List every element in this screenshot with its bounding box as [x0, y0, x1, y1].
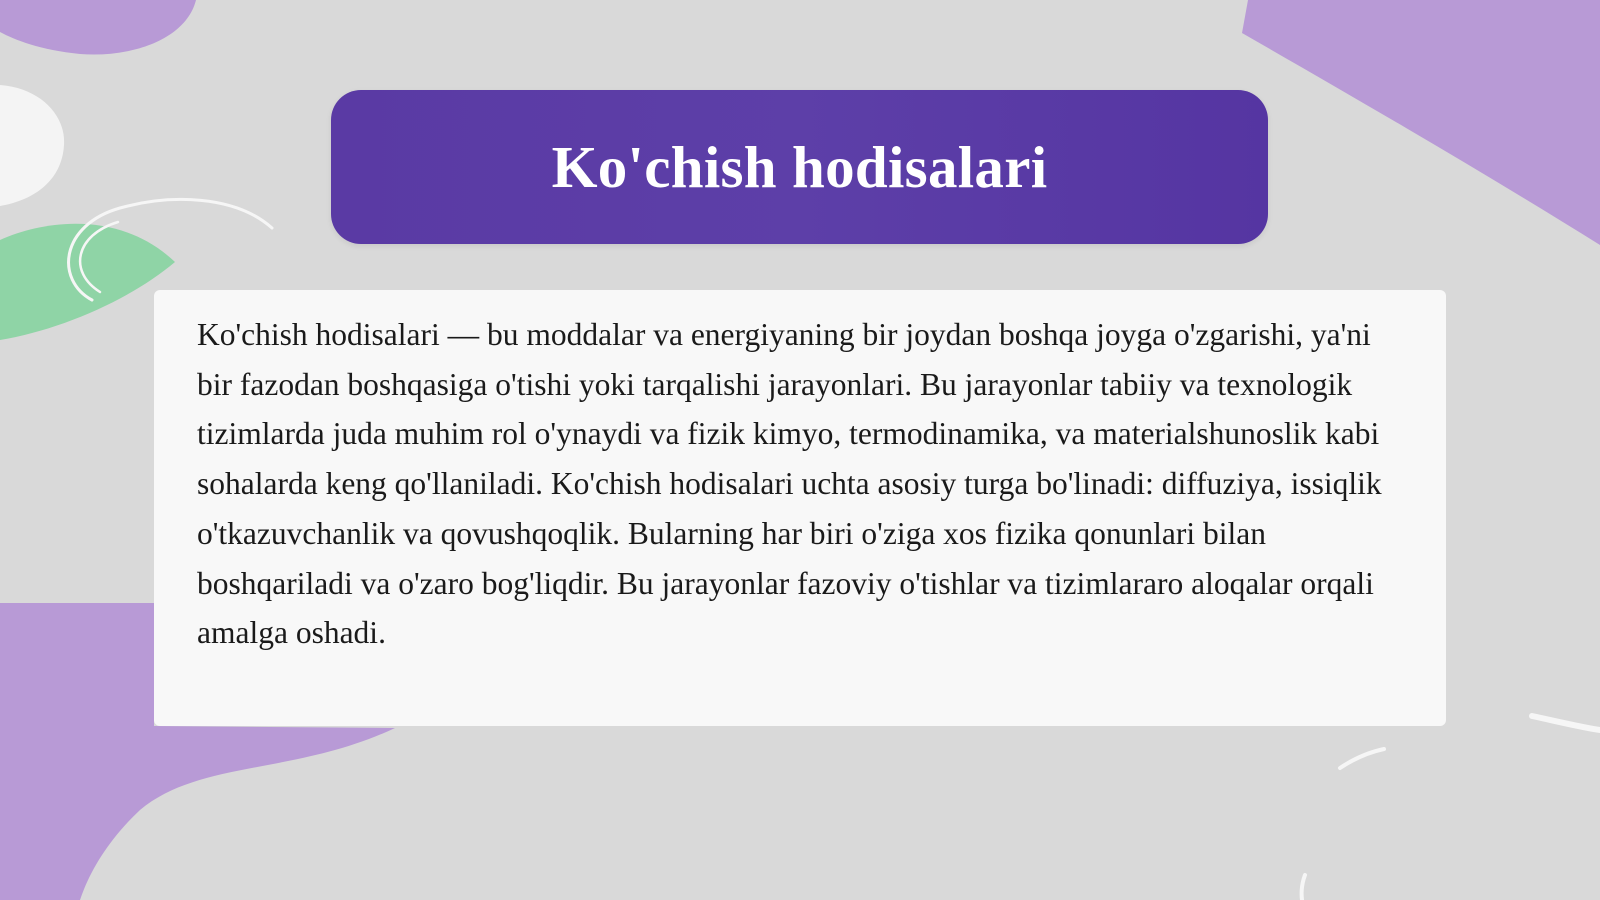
decor-stroke-bottom — [1302, 875, 1305, 900]
decor-blob-top-left — [0, 0, 196, 55]
decor-blob-white-left — [0, 85, 64, 206]
decor-shape-top-right — [1242, 0, 1600, 245]
body-paragraph: Ko'chish hodisalari — bu moddalar va energiyaning bir joydan boshqa joyga o'zgarishi, ya'ni bir fazodan boshqasiga o'tishi yoki tarqalishi jarayonlari. Bu jarayonlar tabiiy va texnologik tizimlarda juda muhim rol o'ynaydi va fizik kimyo, termodinamika, va materialshunoslik kabi sohalarda keng qo'llaniladi. Ko'chish hodisalari uchta asosiy turga bo'linadi: diffuziya, issiqlik o'tkazuvchanlik va qovushqoqlik. Bularning har biri o'ziga xos fizika qonunlari bilan boshqariladi va o'zaro bog'liqdir. Bu jarayonlar fazoviy o'tishlar va tizimlararo aloqalar orqali amalga oshadi. — [197, 317, 1382, 651]
slide-title: Ko'chish hodisalari — [551, 133, 1048, 200]
decor-stroke-right-small — [1340, 749, 1384, 768]
title-banner — [331, 90, 1268, 244]
decor-stroke-right — [1532, 716, 1600, 730]
content-card — [154, 290, 1446, 726]
